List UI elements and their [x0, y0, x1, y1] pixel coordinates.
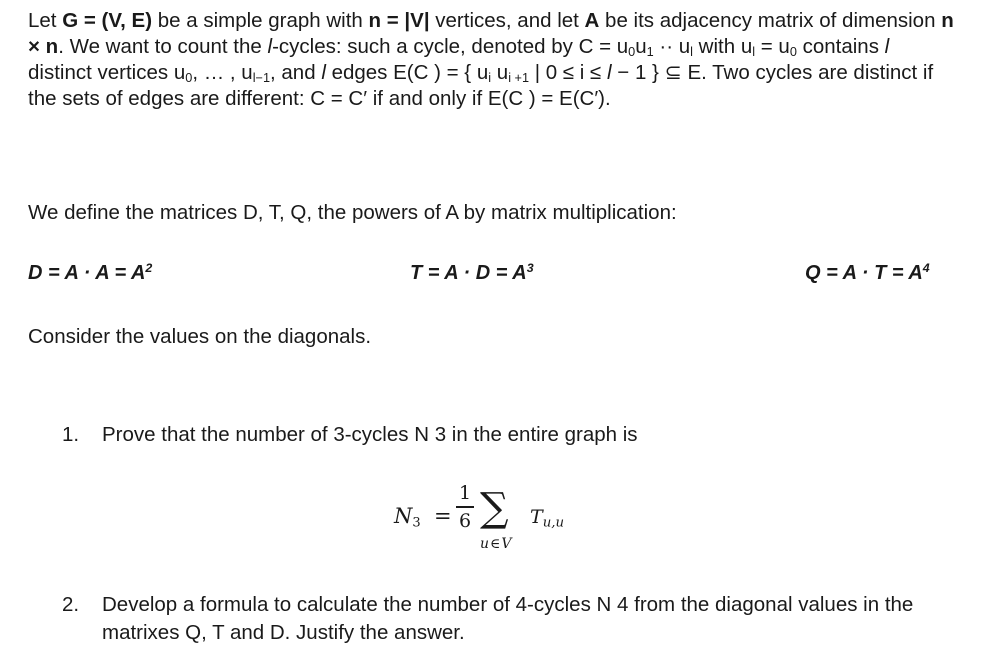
equation-t: $T = A \cdot D = A^3$: [410, 261, 534, 284]
sum-range: u∈V: [480, 536, 513, 552]
equation-q: $Q = A \cdot T = A^4$: [805, 261, 930, 284]
n3-formula: [394, 480, 614, 562]
question-text: Develop a formula to calculate the number of 4-cycles N 4 from the diagonal values in the matrixes Q, T and D. Justify the answer.: [102, 593, 914, 644]
question-number: 1.: [62, 423, 80, 446]
question-number: 2.: [62, 593, 80, 616]
consider-sentence: Consider the values on the diagonals.: [28, 325, 372, 348]
definition-sentence: We define the matrices D, T, Q, the powers of A by matrix multiplication:: [28, 201, 677, 224]
sigma-symbol: ∑: [480, 485, 509, 531]
formula-fraction: 1 6: [456, 482, 474, 532]
formula-term: $T_{u,u}$: [530, 506, 565, 531]
equation-d: $D = A \cdot A = A^2$: [28, 261, 153, 284]
formula-equals: =: [434, 504, 452, 528]
formula-lhs: $N_3$: [394, 504, 421, 531]
problem-intro: Let G = (V, E) be a simple graph with n = |V| vertices, and let A be its adjacency matrix of dimension n × n. We want to count the l-cycles: such a cycle, denoted by $C = u_0u_1 \cdot\cdot u_l$ with $u_l = u_0$ contains l distinct vertices $u_0$, … , $u_{l-1}$, and l edges E(C ) = { $u_i$ $u_{i +1}$ | 0 ≤ i ≤ l − 1 } ⊆ E. Two cycles are distinct if the sets of edges are different: C = C′ if and only if E(C ) = E(C′).: [28, 9, 954, 110]
question-text: Prove that the number of 3-cycles N 3 in the entire graph is: [102, 423, 638, 446]
